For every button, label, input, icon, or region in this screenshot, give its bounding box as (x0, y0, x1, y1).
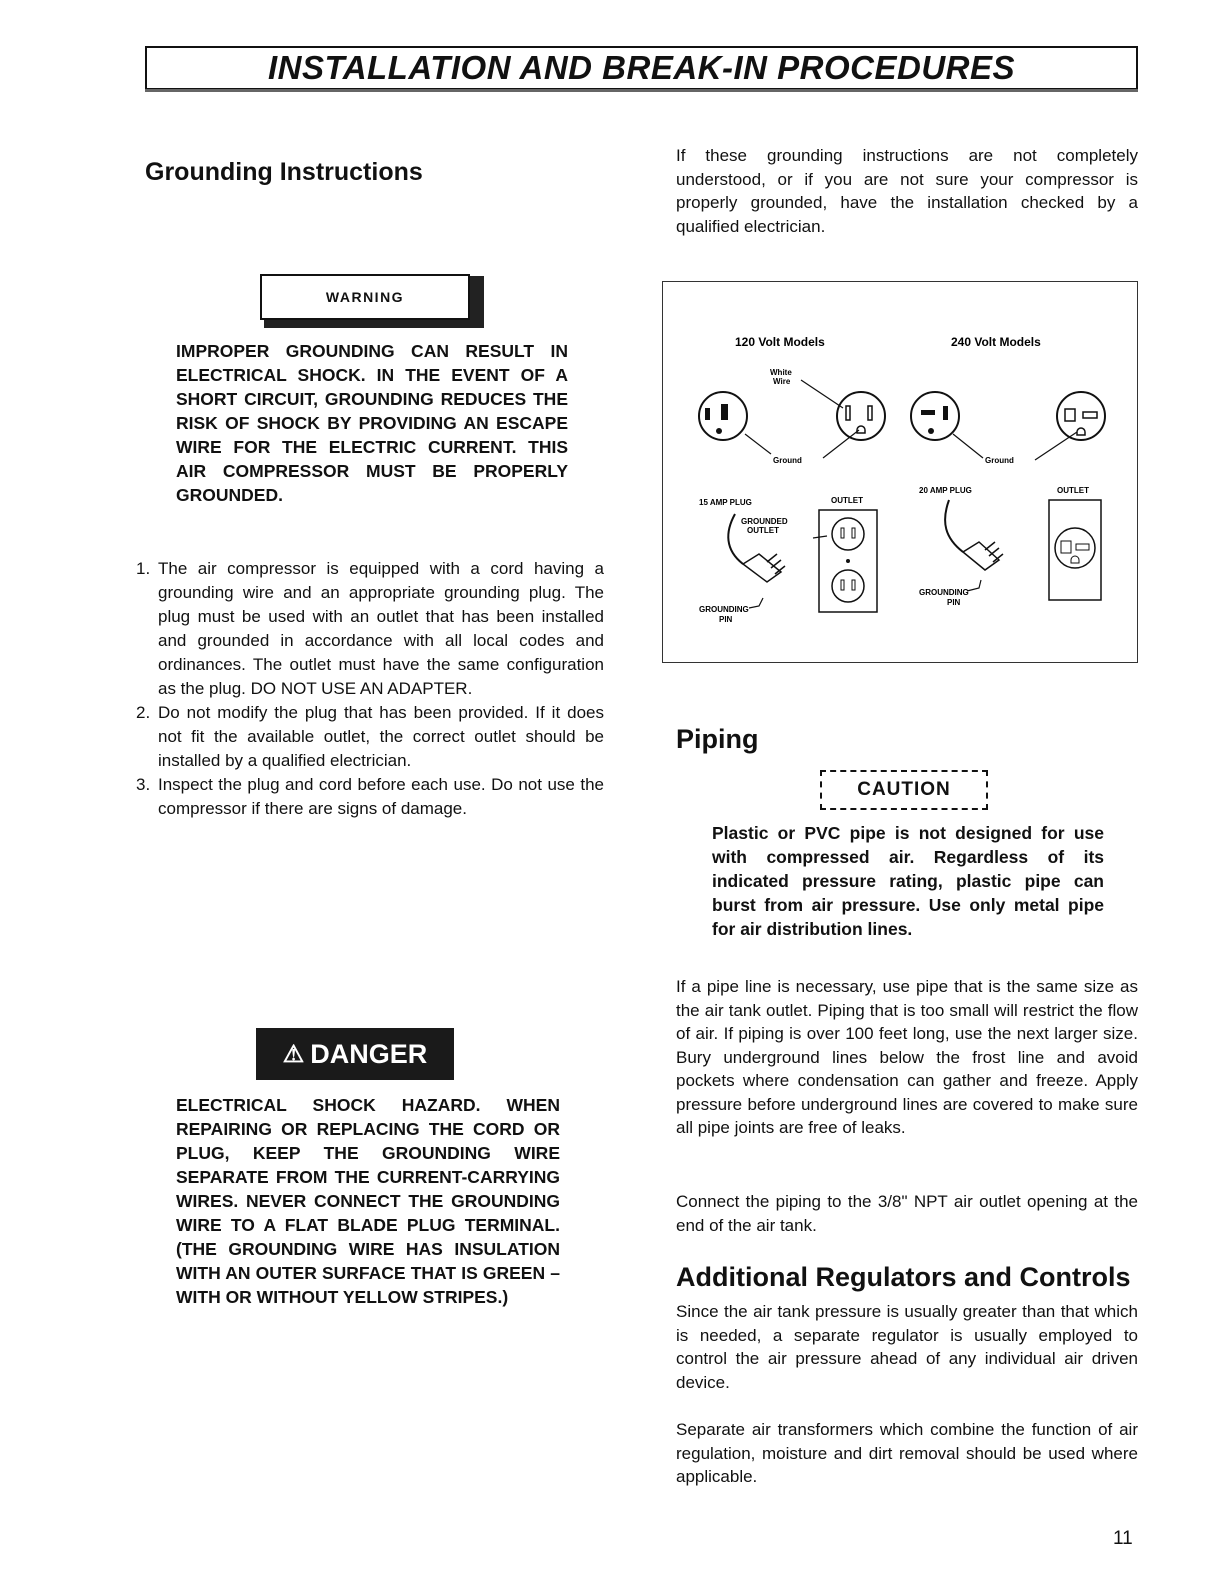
regulators-heading: Additional Regulators and Controls (676, 1262, 1131, 1292)
grounding-heading: Grounding Instructions (145, 158, 423, 186)
outlet-face-120-icon (837, 392, 885, 440)
regulators-paragraph-2: Separate air transformers which combine the function of air regulation, moisture and dirt removal should be used where applicable. (676, 1420, 1138, 1486)
step-text: The air compressor is equipped with a cord having a grounding wire and an appropriate grounding plug. The plug must be used with an outlet that has been installed and grounded in accordance with all local codes and ordinances. The outlet must have the same configuration as the plug. DO NOT USE AN ADAPTER. (158, 559, 604, 698)
danger-text: ELECTRICAL SHOCK HAZARD. WHEN REPAIRING OR REPLACING THE CORD OR PLUG, KEEP THE GROUNDING WIRE SEPARATE FROM THE CURRENT-CARRYING WIRES. NEVER CONNECT THE GROUNDING WIRE TO A FLAT BLADE PLUG TERMINAL. (THE GROUNDING WIRE HAS INSULATION WITH AN OUTER SURFACE THAT IS GREEN – WITH OR WITHOUT YELLOW STRIPES.) (176, 1095, 560, 1307)
warning-box-shadow-bottom (264, 320, 484, 328)
outlet-20-amp-icon (1049, 500, 1101, 600)
title-underline (145, 89, 1138, 92)
step-text: Inspect the plug and cord before each use. Do not use the compressor if there are signs of damage. (158, 775, 604, 818)
plug-15-amp-label: 15 AMP PLUG (699, 498, 752, 507)
grounding-pin-left-line1: GROUNDING (699, 605, 749, 614)
plug-diagram-svg (663, 282, 1137, 662)
plug-20-amp-label: 20 AMP PLUG (919, 486, 972, 495)
step-number: 3. (136, 775, 151, 794)
step-text: Do not modify the plug that has been provided. If it does not fit the available outlet, the correct outlet should be installed by a qualified electrician. (158, 703, 604, 770)
plug-diagram (662, 281, 1138, 663)
danger-label-box (256, 1028, 454, 1080)
outlet-label-left: OUTLET (831, 496, 863, 505)
label-120-volt: 120 Volt Models (735, 335, 825, 349)
warning-text: IMPROPER GROUNDING CAN RESULT IN ELECTRICAL SHOCK. IN THE EVENT OF A SHORT CIRCUIT, GROUNDING REDUCES THE RISK OF SHOCK BY PROVIDING AN ESCAPE WIRE FOR THE ELECTRIC CURRENT. THIS AIR COMPRESSOR MUST BE PROPERLY GROUNDED. (176, 341, 568, 505)
plug-face-120-icon (699, 392, 747, 440)
grounding-pin-leader-left (749, 598, 763, 608)
caution-label: CAUTION (857, 779, 951, 800)
list-item (136, 557, 604, 701)
plug-face-240-icon (911, 392, 959, 440)
ground-label-right: Ground (985, 456, 1014, 465)
page-title-box (145, 46, 1138, 90)
grounding-steps-list (136, 557, 604, 821)
caution-label-box (820, 770, 988, 810)
ground-leader-240-left (953, 434, 983, 458)
warning-label-box (260, 274, 470, 320)
regulators-paragraph-1: Since the air tank pressure is usually greater than that which is needed, a separate regulator is usually employed to control the air pressure ahead of any individual air driven device. (676, 1302, 1138, 1392)
white-wire-leader-line (801, 380, 843, 408)
outlet-15-amp-icon (819, 510, 877, 612)
danger-label: DANGER (310, 1038, 428, 1069)
list-item (136, 773, 604, 821)
grounded-outlet-label-line1: GROUNDED (741, 517, 788, 526)
white-wire-label-line2: Wire (773, 377, 791, 386)
page-number: 11 (1113, 1528, 1133, 1549)
warning-label: WARNING (325, 289, 405, 305)
label-240-volt: 240 Volt Models (951, 335, 1041, 349)
outlet-face-240-icon (1057, 392, 1105, 440)
piping-paragraph-2: Connect the piping to the 3/8" NPT air outlet opening at the end of the air tank. (676, 1192, 1138, 1235)
grounding-pin-leader-right (967, 580, 981, 591)
plug-20-amp-icon (945, 500, 1003, 570)
ground-leader-right (823, 430, 859, 458)
grounding-pin-right-line2: PIN (947, 598, 961, 607)
grounding-pin-left-line2: PIN (719, 615, 733, 624)
electrician-note: If these grounding instructions are not completely understood, or if you are not sure your compressor is properly grounded, have the installation checked by a qualified electrician. (676, 146, 1138, 236)
piping-heading: Piping (676, 724, 759, 754)
page-title: INSTALLATION AND BREAK-IN PROCEDURES (267, 49, 1016, 86)
piping-paragraph-1: If a pipe line is necessary, use pipe that is the same size as the air tank outlet. Piping that is too small will restrict the flow of air. If piping is over 100 feet long, use the next larger size. Bury underground lines below the frost line and avoid pockets where condensation can gather and freeze. Apply pressure before underground lines are covered to make sure all pipe joints are free of leaks. (676, 977, 1138, 1137)
grounding-pin-right-line1: GROUNDING (919, 588, 969, 597)
step-number: 2. (136, 703, 151, 722)
grounded-outlet-label-line2: OUTLET (747, 526, 779, 535)
step-number: 1. (136, 559, 151, 578)
ground-label-left: Ground (773, 456, 802, 465)
ground-leader-left (745, 434, 771, 454)
ground-leader-240-right (1035, 432, 1077, 460)
outlet-label-right: OUTLET (1057, 486, 1089, 495)
caution-text: Plastic or PVC pipe is not designed for use with compressed air. Regardless of its indicated pressure rating, plastic pipe can burst from air pressure. Use only metal pipe for air distribution lines. (712, 823, 1104, 939)
white-wire-label-line1: White (770, 368, 792, 377)
warning-triangle-icon: ⚠ (282, 1040, 305, 1068)
list-item (136, 701, 604, 773)
